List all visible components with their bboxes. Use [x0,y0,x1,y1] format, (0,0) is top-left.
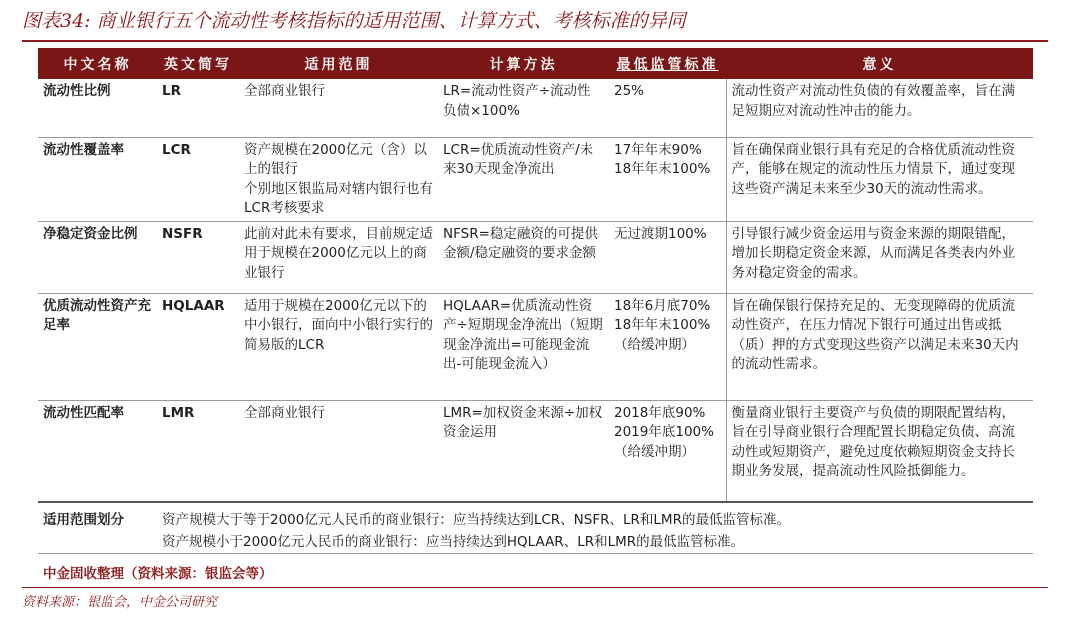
header-standard [609,48,726,79]
table-row [38,293,1033,400]
header-scope: 适用范围 [239,48,438,79]
cell-scope: 全部商业银行 [239,79,438,137]
table-row [38,137,1033,221]
indicator-table [38,48,1033,503]
header-en-abbr: 英文简写 [157,48,239,79]
cell-scope: 适用于规模在2000亿元以下的中小银行，面向中小银行实行的简易版的LCR [239,293,438,400]
table-row [38,221,1033,293]
header-standard-text: 最低监管标准 [616,56,719,73]
header-method: 计算方法 [438,48,609,79]
cell-meaning: 旨在确保商业银行具有充足的合格优质流动性资产，能够在规定的流动性压力情景下，通过变现这些资产满足未来至少30天的流动性需求。 [726,137,1033,221]
cell-meaning: 衡量商业银行主要资产与负债的期限配置结构，旨在引导商业银行合理配置长期稳定负债、高流动性或短期资产，避免过度依赖短期资金支持长期业务发展，提高流动性风险抵御能力。 [726,400,1033,502]
table-row [38,400,1033,502]
footer-divider [22,587,1048,588]
figure-title: 图表34: 商业银行五个流动性考核指标的适用范围、计算方式、考核标准的异同 [22,10,686,32]
cell-cn-name: 流动性比例 [38,79,157,137]
cell-standard: 25% [609,79,726,137]
cell-cn-name: 净稳定资金比例 [38,221,157,293]
cell-method: NFSR=稳定融资的可提供金额/稳定融资的要求金额 [438,221,609,293]
cell-cn-name: 优质流动性资产充足率 [38,293,157,400]
cell-scope: 全部商业银行 [239,400,438,502]
cell-en-abbr: HQLAAR [157,293,239,400]
cell-standard: 无过渡期100% [609,221,726,293]
cell-en-abbr: LR [157,79,239,137]
cell-scope: 资产规模在2000亿元（含）以上的银行 个别地区银监局对辖内银行也有LCR考核要求 [239,137,438,221]
scope-division-label: 适用范围划分 [43,512,124,528]
cell-standard: 18年6月底70% 18年年末100% （给缓冲期） [609,293,726,400]
cell-meaning: 流动性资产对流动性负债的有效覆盖率，旨在满足短期应对流动性冲击的能力。 [726,79,1033,137]
source-note: 资料来源：银监会，中金公司研究 [22,595,218,610]
title-divider [22,40,1048,42]
scope-division-line-large: 资产规模大于等于2000亿元人民币的商业银行：应当持续达到LCR、NSFR、LR和LMR的最低监管标准。 [162,512,790,528]
cell-en-abbr: LCR [157,137,239,221]
compiled-note: 中金固收整理（资料来源：银监会等） [43,566,273,582]
cell-cn-name: 流动性匹配率 [38,400,157,502]
scope-division-line-small: 资产规模小于2000亿元人民币的商业银行：应当持续达到HQLAAR、LR和LMR的最低监管标准。 [162,534,745,550]
cell-method: HQLAAR=优质流动性资产÷短期现金净流出（短期现金净流出=可能现金流出-可能现金流入） [438,293,609,400]
header-cn-name: 中文名称 [38,48,157,79]
header-meaning: 意义 [726,48,1033,79]
cell-method: LR=流动性资产÷流动性负债×100% [438,79,609,137]
cell-standard: 2018年底90% 2019年底100% （给缓冲期） [609,400,726,502]
cell-meaning: 引导银行减少资金运用与资金来源的期限错配，增加长期稳定资金来源，从而满足各类表内外业务对稳定资金的需求。 [726,221,1033,293]
cell-cn-name: 流动性覆盖率 [38,137,157,221]
cell-method: LMR=加权资金来源÷加权资金运用 [438,400,609,502]
cell-en-abbr: NSFR [157,221,239,293]
cell-standard: 17年年末90% 18年年末100% [609,137,726,221]
table-header-row [38,48,1033,79]
cell-en-abbr: LMR [157,400,239,502]
table-row [38,79,1033,137]
scope-division-section [38,507,1033,554]
cell-meaning: 旨在确保银行保持充足的、无变现障碍的优质流动性资产，在压力情况下银行可通过出售或抵（质）押的方式变现这些资产以满足未来30天内的流动性需求。 [726,293,1033,400]
cell-scope: 此前对此未有要求，目前规定适用于规模在2000亿元以上的商业银行 [239,221,438,293]
cell-method: LCR=优质流动性资产/未来30天现金净流出 [438,137,609,221]
